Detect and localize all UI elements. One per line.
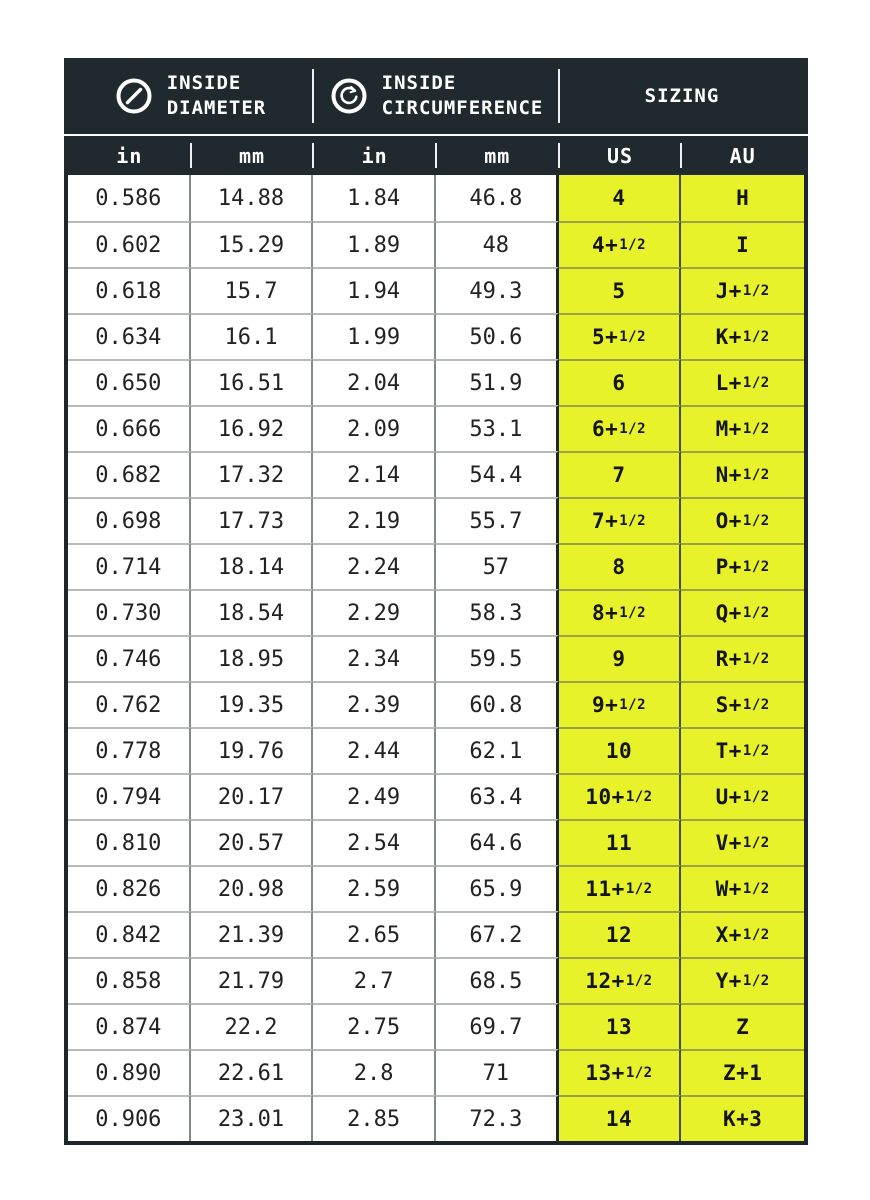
cell-circumference-in: 2.04 (313, 359, 436, 405)
half-fraction: 1/2 (742, 697, 770, 713)
half-fraction: 1/2 (619, 237, 647, 253)
cell-circumference-in: 1.84 (313, 175, 436, 221)
cell-us-size: 11 (559, 819, 682, 865)
cell-diameter-mm: 16.1 (191, 313, 314, 359)
cell-circumference-in: 2.09 (313, 405, 436, 451)
half-fraction: 1/2 (619, 513, 647, 529)
cell-circumference-in: 1.99 (313, 313, 436, 359)
cell-diameter-in: 0.586 (68, 175, 191, 221)
cell-diameter-mm: 21.39 (191, 911, 314, 957)
cell-circumference-mm: 51.9 (436, 359, 559, 405)
cell-circumference-mm: 54.4 (436, 451, 559, 497)
diameter-icon (114, 76, 154, 116)
cell-diameter-in: 0.842 (68, 911, 191, 957)
cell-us-size: 4+ 1/2 (559, 221, 682, 267)
cell-diameter-mm: 14.88 (191, 175, 314, 221)
half-fraction: 1/2 (742, 329, 770, 345)
half-fraction: 1/2 (742, 283, 770, 299)
cell-us-size: 12 (559, 911, 682, 957)
cell-circumference-in: 2.39 (313, 681, 436, 727)
half-fraction: 1/2 (742, 467, 770, 483)
sizing-label: SIZING (644, 84, 720, 107)
cell-us-size: 8 (559, 543, 682, 589)
cell-circumference-mm: 60.8 (436, 681, 559, 727)
cell-us-size: 7 (559, 451, 682, 497)
cell-circumference-mm: 72.3 (436, 1095, 559, 1141)
cell-au-size: X+ 1/2 (681, 911, 804, 957)
cell-circumference-in: 2.54 (313, 819, 436, 865)
half-fraction: 1/2 (625, 973, 653, 989)
cell-diameter-in: 0.858 (68, 957, 191, 1003)
unit-diameter-mm: mm (191, 136, 314, 175)
cell-au-size: P+ 1/2 (681, 543, 804, 589)
cell-circumference-mm: 57 (436, 543, 559, 589)
half-fraction: 1/2 (742, 651, 770, 667)
half-fraction: 1/2 (742, 835, 770, 851)
half-fraction: 1/2 (625, 881, 653, 897)
cell-diameter-mm: 18.54 (191, 589, 314, 635)
cell-circumference-mm: 58.3 (436, 589, 559, 635)
cell-circumference-mm: 68.5 (436, 957, 559, 1003)
cell-au-size: O+ 1/2 (681, 497, 804, 543)
cell-us-size: 12+ 1/2 (559, 957, 682, 1003)
cell-au-size: S+ 1/2 (681, 681, 804, 727)
cell-diameter-in: 0.762 (68, 681, 191, 727)
cell-au-size: W+ 1/2 (681, 865, 804, 911)
half-fraction: 1/2 (742, 973, 770, 989)
unit-us: US (559, 136, 682, 175)
cell-us-size: 11+ 1/2 (559, 865, 682, 911)
cell-circumference-mm: 49.3 (436, 267, 559, 313)
half-fraction: 1/2 (742, 881, 770, 897)
cell-au-size: Z+1 (681, 1049, 804, 1095)
half-fraction: 1/2 (742, 789, 770, 805)
cell-circumference-in: 2.7 (313, 957, 436, 1003)
cell-circumference-mm: 48 (436, 221, 559, 267)
cell-diameter-in: 0.618 (68, 267, 191, 313)
unit-au: AU (681, 136, 804, 175)
header-sizing (560, 58, 804, 134)
cell-diameter-mm: 17.32 (191, 451, 314, 497)
cell-diameter-mm: 21.79 (191, 957, 314, 1003)
cell-diameter-in: 0.650 (68, 359, 191, 405)
half-fraction: 1/2 (742, 605, 770, 621)
half-fraction: 1/2 (619, 697, 647, 713)
cell-circumference-in: 2.59 (313, 865, 436, 911)
cell-us-size: 4 (559, 175, 682, 221)
cell-diameter-in: 0.698 (68, 497, 191, 543)
cell-us-size: 8+ 1/2 (559, 589, 682, 635)
cell-circumference-mm: 62.1 (436, 727, 559, 773)
cell-circumference-in: 2.65 (313, 911, 436, 957)
cell-circumference-in: 2.14 (313, 451, 436, 497)
cell-circumference-mm: 71 (436, 1049, 559, 1095)
cell-circumference-mm: 69.7 (436, 1003, 559, 1049)
ring-sizing-chart (64, 58, 808, 1145)
cell-au-size: M+ 1/2 (681, 405, 804, 451)
cell-circumference-in: 2.75 (313, 1003, 436, 1049)
cell-circumference-in: 2.29 (313, 589, 436, 635)
cell-diameter-mm: 18.95 (191, 635, 314, 681)
cell-circumference-in: 2.49 (313, 773, 436, 819)
cell-circumference-mm: 63.4 (436, 773, 559, 819)
cell-au-size: I (681, 221, 804, 267)
cell-circumference-mm: 67.2 (436, 911, 559, 957)
cell-diameter-in: 0.874 (68, 1003, 191, 1049)
cell-diameter-mm: 20.98 (191, 865, 314, 911)
unit-circumference-mm: mm (436, 136, 559, 175)
half-fraction: 1/2 (742, 513, 770, 529)
cell-us-size: 6 (559, 359, 682, 405)
half-fraction: 1/2 (625, 789, 653, 805)
cell-au-size: U+ 1/2 (681, 773, 804, 819)
cell-circumference-in: 2.44 (313, 727, 436, 773)
cell-diameter-in: 0.810 (68, 819, 191, 865)
cell-diameter-in: 0.602 (68, 221, 191, 267)
cell-diameter-in: 0.682 (68, 451, 191, 497)
cell-circumference-in: 2.8 (313, 1049, 436, 1095)
cell-circumference-in: 1.89 (313, 221, 436, 267)
inside-diameter-label: INSIDE DIAMETER (166, 72, 267, 119)
cell-circumference-mm: 53.1 (436, 405, 559, 451)
half-fraction: 1/2 (625, 1065, 653, 1081)
cell-au-size: Q+ 1/2 (681, 589, 804, 635)
cell-diameter-mm: 16.51 (191, 359, 314, 405)
cell-au-size: V+ 1/2 (681, 819, 804, 865)
cell-diameter-mm: 17.73 (191, 497, 314, 543)
cell-circumference-mm: 65.9 (436, 865, 559, 911)
cell-au-size: J+ 1/2 (681, 267, 804, 313)
cell-us-size: 9+ 1/2 (559, 681, 682, 727)
half-fraction: 1/2 (742, 743, 770, 759)
half-fraction: 1/2 (742, 375, 770, 391)
cell-circumference-mm: 55.7 (436, 497, 559, 543)
cell-diameter-in: 0.890 (68, 1049, 191, 1095)
cell-diameter-in: 0.634 (68, 313, 191, 359)
half-fraction: 1/2 (742, 927, 770, 943)
cell-diameter-in: 0.826 (68, 865, 191, 911)
cell-diameter-mm: 19.76 (191, 727, 314, 773)
header-inside-circumference (314, 58, 558, 134)
cell-diameter-mm: 19.35 (191, 681, 314, 727)
cell-diameter-in: 0.778 (68, 727, 191, 773)
cell-circumference-in: 2.85 (313, 1095, 436, 1141)
cell-au-size: K+ 1/2 (681, 313, 804, 359)
cell-diameter-mm: 22.2 (191, 1003, 314, 1049)
cell-diameter-mm: 23.01 (191, 1095, 314, 1141)
units-row (64, 136, 808, 175)
cell-au-size: Y+ 1/2 (681, 957, 804, 1003)
cell-us-size: 10+ 1/2 (559, 773, 682, 819)
half-fraction: 1/2 (742, 559, 770, 575)
cell-diameter-in: 0.666 (68, 405, 191, 451)
cell-circumference-in: 2.19 (313, 497, 436, 543)
cell-diameter-mm: 15.29 (191, 221, 314, 267)
unit-circumference-in: in (313, 136, 436, 175)
header-inside-diameter (68, 58, 312, 134)
cell-us-size: 5 (559, 267, 682, 313)
cell-circumference-mm: 64.6 (436, 819, 559, 865)
cell-circumference-mm: 46.8 (436, 175, 559, 221)
half-fraction: 1/2 (742, 421, 770, 437)
cell-us-size: 13+ 1/2 (559, 1049, 682, 1095)
cell-diameter-mm: 18.14 (191, 543, 314, 589)
table-header (64, 58, 808, 134)
half-fraction: 1/2 (619, 329, 647, 345)
half-fraction: 1/2 (619, 421, 647, 437)
cell-circumference-in: 1.94 (313, 267, 436, 313)
cell-au-size: K+3 (681, 1095, 804, 1141)
circumference-icon (329, 76, 369, 116)
cell-circumference-in: 2.24 (313, 543, 436, 589)
cell-au-size: N+ 1/2 (681, 451, 804, 497)
table-body (64, 175, 808, 1145)
cell-diameter-mm: 20.57 (191, 819, 314, 865)
cell-circumference-in: 2.34 (313, 635, 436, 681)
cell-diameter-mm: 22.61 (191, 1049, 314, 1095)
cell-us-size: 14 (559, 1095, 682, 1141)
cell-us-size: 5+ 1/2 (559, 313, 682, 359)
cell-au-size: R+ 1/2 (681, 635, 804, 681)
cell-us-size: 7+ 1/2 (559, 497, 682, 543)
cell-diameter-mm: 15.7 (191, 267, 314, 313)
cell-circumference-mm: 59.5 (436, 635, 559, 681)
cell-au-size: Z (681, 1003, 804, 1049)
cell-diameter-in: 0.746 (68, 635, 191, 681)
cell-au-size: H (681, 175, 804, 221)
cell-diameter-in: 0.714 (68, 543, 191, 589)
cell-diameter-mm: 20.17 (191, 773, 314, 819)
cell-diameter-in: 0.794 (68, 773, 191, 819)
cell-au-size: L+ 1/2 (681, 359, 804, 405)
cell-us-size: 10 (559, 727, 682, 773)
inside-circumference-label: INSIDE CIRCUMFERENCE (381, 72, 544, 119)
half-fraction: 1/2 (619, 605, 647, 621)
unit-diameter-in: in (116, 143, 143, 168)
cell-diameter-in: 0.906 (68, 1095, 191, 1141)
cell-us-size: 9 (559, 635, 682, 681)
cell-diameter-mm: 16.92 (191, 405, 314, 451)
cell-us-size: 6+ 1/2 (559, 405, 682, 451)
cell-us-size: 13 (559, 1003, 682, 1049)
cell-diameter-in: 0.730 (68, 589, 191, 635)
cell-au-size: T+ 1/2 (681, 727, 804, 773)
cell-circumference-mm: 50.6 (436, 313, 559, 359)
